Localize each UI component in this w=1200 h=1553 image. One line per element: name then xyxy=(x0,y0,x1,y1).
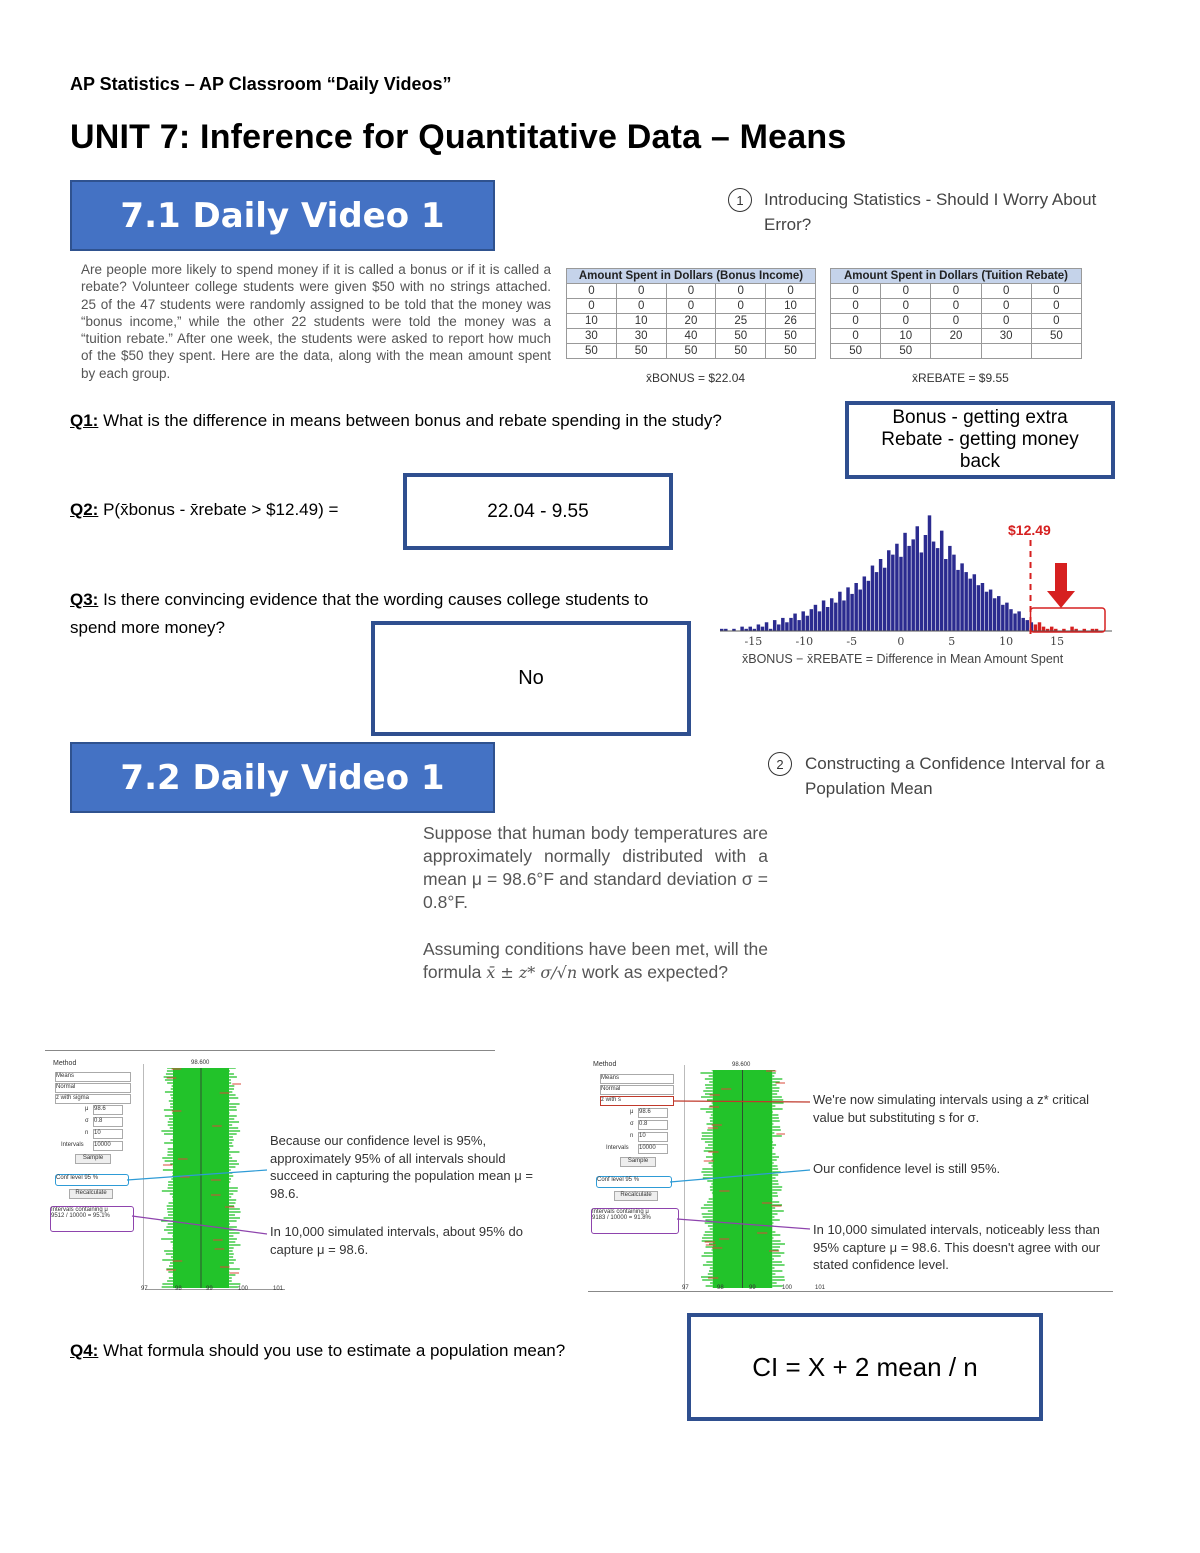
method-select-1[interactable]: Means xyxy=(600,1074,674,1084)
video-number-badge: 1 xyxy=(728,188,752,212)
ci-formula: x̄ ± z* σ/√n xyxy=(486,963,578,982)
x-tick-label: 5 xyxy=(948,635,956,648)
tail-arrow-icon xyxy=(1047,563,1075,608)
table-cell: 0 xyxy=(981,314,1031,329)
right-note-3: In 10,000 simulated intervals, noticeably less than 95% capture μ = 98.6. This doesn't agree with our stated confidence level. xyxy=(813,1222,1101,1272)
table-cell: 0 xyxy=(1031,284,1081,299)
section-7-1-banner: 7.1 Daily Video 1 xyxy=(70,180,495,251)
intervals-input[interactable]: 10000 xyxy=(638,1144,668,1154)
histogram-bar xyxy=(773,620,776,631)
histogram-bar xyxy=(785,622,788,631)
tail-highlight-box xyxy=(1031,608,1105,632)
conf-level-field[interactable]: Conf level 95 % xyxy=(596,1176,672,1188)
histogram-bar xyxy=(903,533,906,631)
table-cell: 10 xyxy=(616,314,666,329)
formula-question-a: Assuming conditions have been met, will the formula xyxy=(423,939,768,982)
tail-bar xyxy=(1070,627,1073,631)
histogram-bar xyxy=(1017,611,1020,631)
histogram-bar xyxy=(871,566,874,631)
histogram-bar xyxy=(997,596,1000,631)
histogram-bar xyxy=(797,620,800,631)
q1-answer-box[interactable] xyxy=(845,401,1115,479)
axis-tick: 101 xyxy=(815,1285,826,1291)
histogram-bar xyxy=(891,555,894,631)
question-1 xyxy=(70,407,722,435)
histogram-bar xyxy=(1001,605,1004,631)
q2-label: Q2: xyxy=(70,500,99,519)
histogram-bar xyxy=(781,618,784,631)
axis-tick: 100 xyxy=(238,1286,249,1292)
question-4 xyxy=(70,1337,565,1365)
bonus-mean: x̄BONUS = $22.04 xyxy=(646,371,746,385)
right-note-1: We're now simulating intervals using a z* critical value but substituting s for σ. xyxy=(813,1092,1090,1125)
histogram-bar xyxy=(846,587,849,631)
video-number-badge-2: 2 xyxy=(768,752,792,776)
difference-histogram xyxy=(712,500,1132,675)
histogram-bar xyxy=(887,550,890,631)
table-cell: 0 xyxy=(981,284,1031,299)
x-tick-label: 10 xyxy=(999,635,1014,648)
right-note-2: Our confidence level is still 95%. xyxy=(813,1161,1001,1176)
method-select-1[interactable]: Means xyxy=(55,1072,131,1082)
q2-text: P(x̄bonus - x̄rebate > $12.49) = xyxy=(103,500,339,519)
formula-question-b: work as expected? xyxy=(582,962,728,982)
axis-tick: 100 xyxy=(782,1285,793,1291)
histogram-bar xyxy=(879,559,882,631)
table-cell: 10 xyxy=(567,314,617,329)
table-cell: 0 xyxy=(1031,299,1081,314)
histogram-bar xyxy=(740,627,743,631)
bonus-table-title: Amount Spent in Dollars (Bonus Income) xyxy=(567,269,816,284)
q1-label: Q1: xyxy=(70,411,99,430)
table-cell: 0 xyxy=(881,299,931,314)
table-cell xyxy=(1031,344,1081,359)
histogram-bar xyxy=(936,548,939,631)
method-label: Method xyxy=(593,1061,617,1068)
q3-text: Is there convincing evidence that the wording causes college students to spend more money? xyxy=(70,590,649,637)
table-cell: 0 xyxy=(881,284,931,299)
histogram-bar xyxy=(850,594,853,631)
axis-tick: 97 xyxy=(141,1286,148,1292)
histogram-bar xyxy=(952,555,955,631)
histogram-bar xyxy=(818,611,821,631)
tail-bar xyxy=(1034,624,1037,631)
conf-level-field[interactable]: Conf level 95 % xyxy=(55,1174,129,1186)
axis-tick: 101 xyxy=(273,1286,284,1292)
histogram-bar xyxy=(940,531,943,631)
histogram-bar xyxy=(920,552,923,631)
histogram-bar xyxy=(907,546,910,631)
histogram-bar xyxy=(989,590,992,631)
histogram-bar xyxy=(777,624,780,631)
histogram-ticks xyxy=(745,635,1065,648)
histogram-bar xyxy=(932,542,935,631)
table-cell: 0 xyxy=(981,299,1031,314)
table-cell: 0 xyxy=(831,284,881,299)
table-cell: 0 xyxy=(766,284,816,299)
histogram-bar xyxy=(948,546,951,631)
histogram-bar xyxy=(964,572,967,631)
sigma-input[interactable]: 0.8 xyxy=(638,1120,668,1130)
histogram-bar xyxy=(793,614,796,631)
table-cell: 0 xyxy=(616,284,666,299)
histogram-bar xyxy=(749,627,752,631)
simulation-left: Method Means Normal z with sigma μ 98.6 σ 0.8 n 10 Intervals 10000 Sample Conf level 95 % Recalculate Intervals containing μ 9512 / 10000 = 95.1% 98.600 97 98 99 100 101 Because our confidence level is 95%, approximately 95% of all intervals should succeed in capturing the population mean μ = 98.6. In 10,000 simulated intervals, about 95% do capture μ = 98.6. xyxy=(45,1050,550,1295)
left-note-1: Because our confidence level is 95%, approximately 95% of all intervals should succeed in capturing the population mean μ = 98.6. xyxy=(270,1133,533,1201)
x-tick-label: -15 xyxy=(744,635,763,648)
question-2 xyxy=(70,496,338,524)
histogram-bar xyxy=(973,574,976,631)
histogram-bar xyxy=(911,539,914,631)
histogram-bar xyxy=(977,585,980,631)
method-select-2[interactable]: Normal xyxy=(55,1083,131,1093)
histogram-bar xyxy=(814,605,817,631)
table-cell: 0 xyxy=(931,299,981,314)
histogram-bar xyxy=(924,535,927,631)
section-7-2-banner: 7.2 Daily Video 1 xyxy=(70,742,495,813)
sample-button[interactable]: Sample xyxy=(75,1154,111,1164)
n-input[interactable]: 10 xyxy=(93,1129,123,1139)
rebate-table-title: Amount Spent in Dollars (Tuition Rebate) xyxy=(831,269,1082,284)
simulation-right: Method Means Normal z with s μ 98.6 σ 0.8 n 10 Intervals 10000 Sample Conf level 95 % Recalculate Intervals containing μ 9183 / 10000 = 91.8% 98.600 97 98 99 100 101 We're now simulating intervals using a z* critical value but substituting s for σ. Our confidence level is still 95%. In 10,000 simulated intervals, noticeably less than 95% capture μ = 98.6. This doesn't agree with our stated confidence level. xyxy=(588,1055,1118,1295)
video-title-2[interactable]: Constructing a Confidence Interval for a Population Mean xyxy=(805,754,1105,798)
table-cell: 30 xyxy=(616,329,666,344)
q1-answer-line2: Rebate - getting money back xyxy=(881,429,1079,472)
left-note-2: In 10,000 simulated intervals, about 95% do capture μ = 98.6. xyxy=(270,1224,523,1257)
histogram-bar xyxy=(826,607,829,631)
histogram-bar xyxy=(822,600,825,631)
table-cell: 0 xyxy=(567,299,617,314)
table-cell: 25 xyxy=(716,314,766,329)
course-title: AP Statistics – AP Classroom “Daily Videos” xyxy=(70,74,452,94)
histogram-xlabel: x̄BONUS − x̄REBATE = Difference in Mean Amount Spent xyxy=(742,652,1064,666)
table-cell: 30 xyxy=(567,329,617,344)
histogram-bar xyxy=(801,611,804,631)
table-cell: 0 xyxy=(881,314,931,329)
table-cell: 50 xyxy=(666,344,716,359)
table-cell: 0 xyxy=(831,314,881,329)
histogram-bar xyxy=(968,579,971,631)
q4-label: Q4: xyxy=(70,1341,99,1360)
table-cell: 50 xyxy=(1031,329,1081,344)
sigma-input[interactable]: 0.8 xyxy=(93,1117,123,1127)
histogram-bar xyxy=(1021,618,1024,631)
table-cell: 30 xyxy=(981,329,1031,344)
histogram-bar xyxy=(789,618,792,631)
table-cell: 0 xyxy=(666,299,716,314)
tail-bar xyxy=(1050,627,1053,631)
histogram-bar xyxy=(993,598,996,631)
histogram-bar xyxy=(838,592,841,631)
recalculate-button[interactable]: Recalculate xyxy=(69,1189,113,1199)
table-cell: 0 xyxy=(831,299,881,314)
histogram-bar xyxy=(928,515,931,631)
x-tick-label: 15 xyxy=(1050,635,1065,648)
table-cell: 50 xyxy=(716,329,766,344)
bonus-data-table xyxy=(566,268,816,359)
q1-text: What is the difference in means between bonus and rebate spending in the study? xyxy=(103,411,722,430)
table-cell: 0 xyxy=(616,299,666,314)
recalculate-button[interactable]: Recalculate xyxy=(614,1191,658,1201)
video-title[interactable]: Introducing Statistics - Should I Worry About Error? xyxy=(764,190,1097,234)
mu-input[interactable]: 98.6 xyxy=(638,1108,668,1118)
table-cell: 50 xyxy=(616,344,666,359)
body-temp-paragraph: Suppose that human body temperatures are approximately normally distributed with a mean μ = 98.6°F and standard deviation σ = 0.8°F. xyxy=(423,823,768,912)
histogram-bar xyxy=(765,622,768,631)
histogram-bar xyxy=(960,563,963,631)
q4-text: What formula should you use to estimate a population mean? xyxy=(103,1341,566,1360)
intervals-input[interactable]: 10000 xyxy=(93,1141,123,1151)
n-input[interactable]: 10 xyxy=(638,1132,668,1142)
table-cell: 0 xyxy=(716,284,766,299)
histogram-bar xyxy=(1013,614,1016,631)
mu-input[interactable]: 98.6 xyxy=(93,1105,123,1115)
unit-title: UNIT 7: Inference for Quantitative Data – Means xyxy=(70,118,847,156)
q3-answer-box[interactable]: No xyxy=(371,621,691,736)
method-select-3[interactable]: z with sigma xyxy=(55,1094,131,1104)
histogram-bar xyxy=(810,609,813,631)
table-cell: 0 xyxy=(931,314,981,329)
table-cell: 20 xyxy=(931,329,981,344)
histogram-bar xyxy=(956,570,959,631)
q4-answer-box[interactable]: CI = X + 2 mean / n xyxy=(687,1313,1043,1421)
mu-tick: 98.600 xyxy=(732,1062,751,1068)
rebate-data-table xyxy=(830,268,1082,359)
histogram-bar xyxy=(875,572,878,631)
table-cell: 50 xyxy=(567,344,617,359)
histogram-bar xyxy=(867,581,870,631)
table-cell: 0 xyxy=(1031,314,1081,329)
method-label: Method xyxy=(53,1060,77,1067)
x-tick-label: -10 xyxy=(795,635,814,648)
table-cell: 0 xyxy=(716,299,766,314)
x-tick-label: -5 xyxy=(846,635,858,648)
table-cell: 50 xyxy=(766,344,816,359)
containing-value: 9183 / 10000 = 91.8% xyxy=(592,1215,651,1221)
axis-tick: 99 xyxy=(749,1285,756,1291)
table-cell: 50 xyxy=(881,344,931,359)
tail-bar xyxy=(1042,627,1045,631)
axis-tick: 98 xyxy=(175,1286,182,1292)
method-select-2[interactable]: Normal xyxy=(600,1085,674,1095)
q2-answer-box[interactable]: 22.04 - 9.55 xyxy=(403,473,673,550)
x-tick-label: 0 xyxy=(897,635,905,648)
q3-label: Q3: xyxy=(70,590,99,609)
table-cell: 0 xyxy=(666,284,716,299)
table-cell: 20 xyxy=(666,314,716,329)
threshold-label: $12.49 xyxy=(1008,522,1051,538)
formula-question xyxy=(423,938,768,984)
table-cell: 40 xyxy=(666,329,716,344)
table-cell xyxy=(931,344,981,359)
histogram-bar xyxy=(1026,620,1029,631)
histogram-bar xyxy=(842,600,845,631)
table-cell xyxy=(981,344,1031,359)
tail-bar xyxy=(1038,622,1041,631)
table-cell: 10 xyxy=(766,299,816,314)
histogram-bar xyxy=(854,583,857,631)
histogram-bar xyxy=(899,557,902,631)
table-cell: 0 xyxy=(567,284,617,299)
sample-button[interactable]: Sample xyxy=(620,1157,656,1167)
histogram-bar xyxy=(883,568,886,631)
table-cell: 10 xyxy=(881,329,931,344)
histogram-bar xyxy=(1009,609,1012,631)
histogram-bar xyxy=(830,598,833,631)
histogram-bar xyxy=(916,526,919,631)
containing-label: Intervals containing μ xyxy=(592,1209,649,1215)
histogram-bar xyxy=(859,590,862,631)
table-cell: 50 xyxy=(716,344,766,359)
histogram-bar xyxy=(985,592,988,631)
histogram-bar xyxy=(834,603,837,631)
rebate-mean: x̄REBATE = $9.55 xyxy=(912,371,1009,385)
table-cell: 50 xyxy=(766,329,816,344)
study-intro: Are people more likely to spend money if it is called a bonus or if it is called a rebate? Volunteer college students were given $50 with no strings attached. 25 of the 47 students were randomly assigned to be told that the money was “bonus income,” while the other 22 students were told the money was a “tuition rebate.” After one week, the students were asked to report how much of the $50 they spent. Here are the data, along with the mean amount spent by each group. xyxy=(81,262,551,381)
table-cell: 0 xyxy=(831,329,881,344)
method-select-3[interactable]: z with s xyxy=(600,1096,674,1106)
histogram-bar xyxy=(981,583,984,631)
table-cell: 0 xyxy=(931,284,981,299)
table-cell: 50 xyxy=(831,344,881,359)
axis-tick: 99 xyxy=(206,1286,213,1292)
histogram-bar xyxy=(895,544,898,631)
histogram-bar xyxy=(757,624,760,631)
mu-tick: 98.600 xyxy=(191,1060,210,1066)
histogram-bar xyxy=(863,576,866,631)
histogram-bar xyxy=(944,559,947,631)
table-cell: 26 xyxy=(766,314,816,329)
histogram-bar xyxy=(1005,603,1008,631)
containing-value: 9512 / 10000 = 95.1% xyxy=(51,1213,110,1219)
q1-answer-line1: Bonus - getting extra xyxy=(892,407,1068,428)
histogram-bar xyxy=(806,616,809,631)
axis-tick: 98 xyxy=(717,1285,724,1291)
containing-label: Intervals containing μ xyxy=(51,1207,108,1213)
histogram-bar xyxy=(761,627,764,631)
axis-tick: 97 xyxy=(682,1285,689,1291)
